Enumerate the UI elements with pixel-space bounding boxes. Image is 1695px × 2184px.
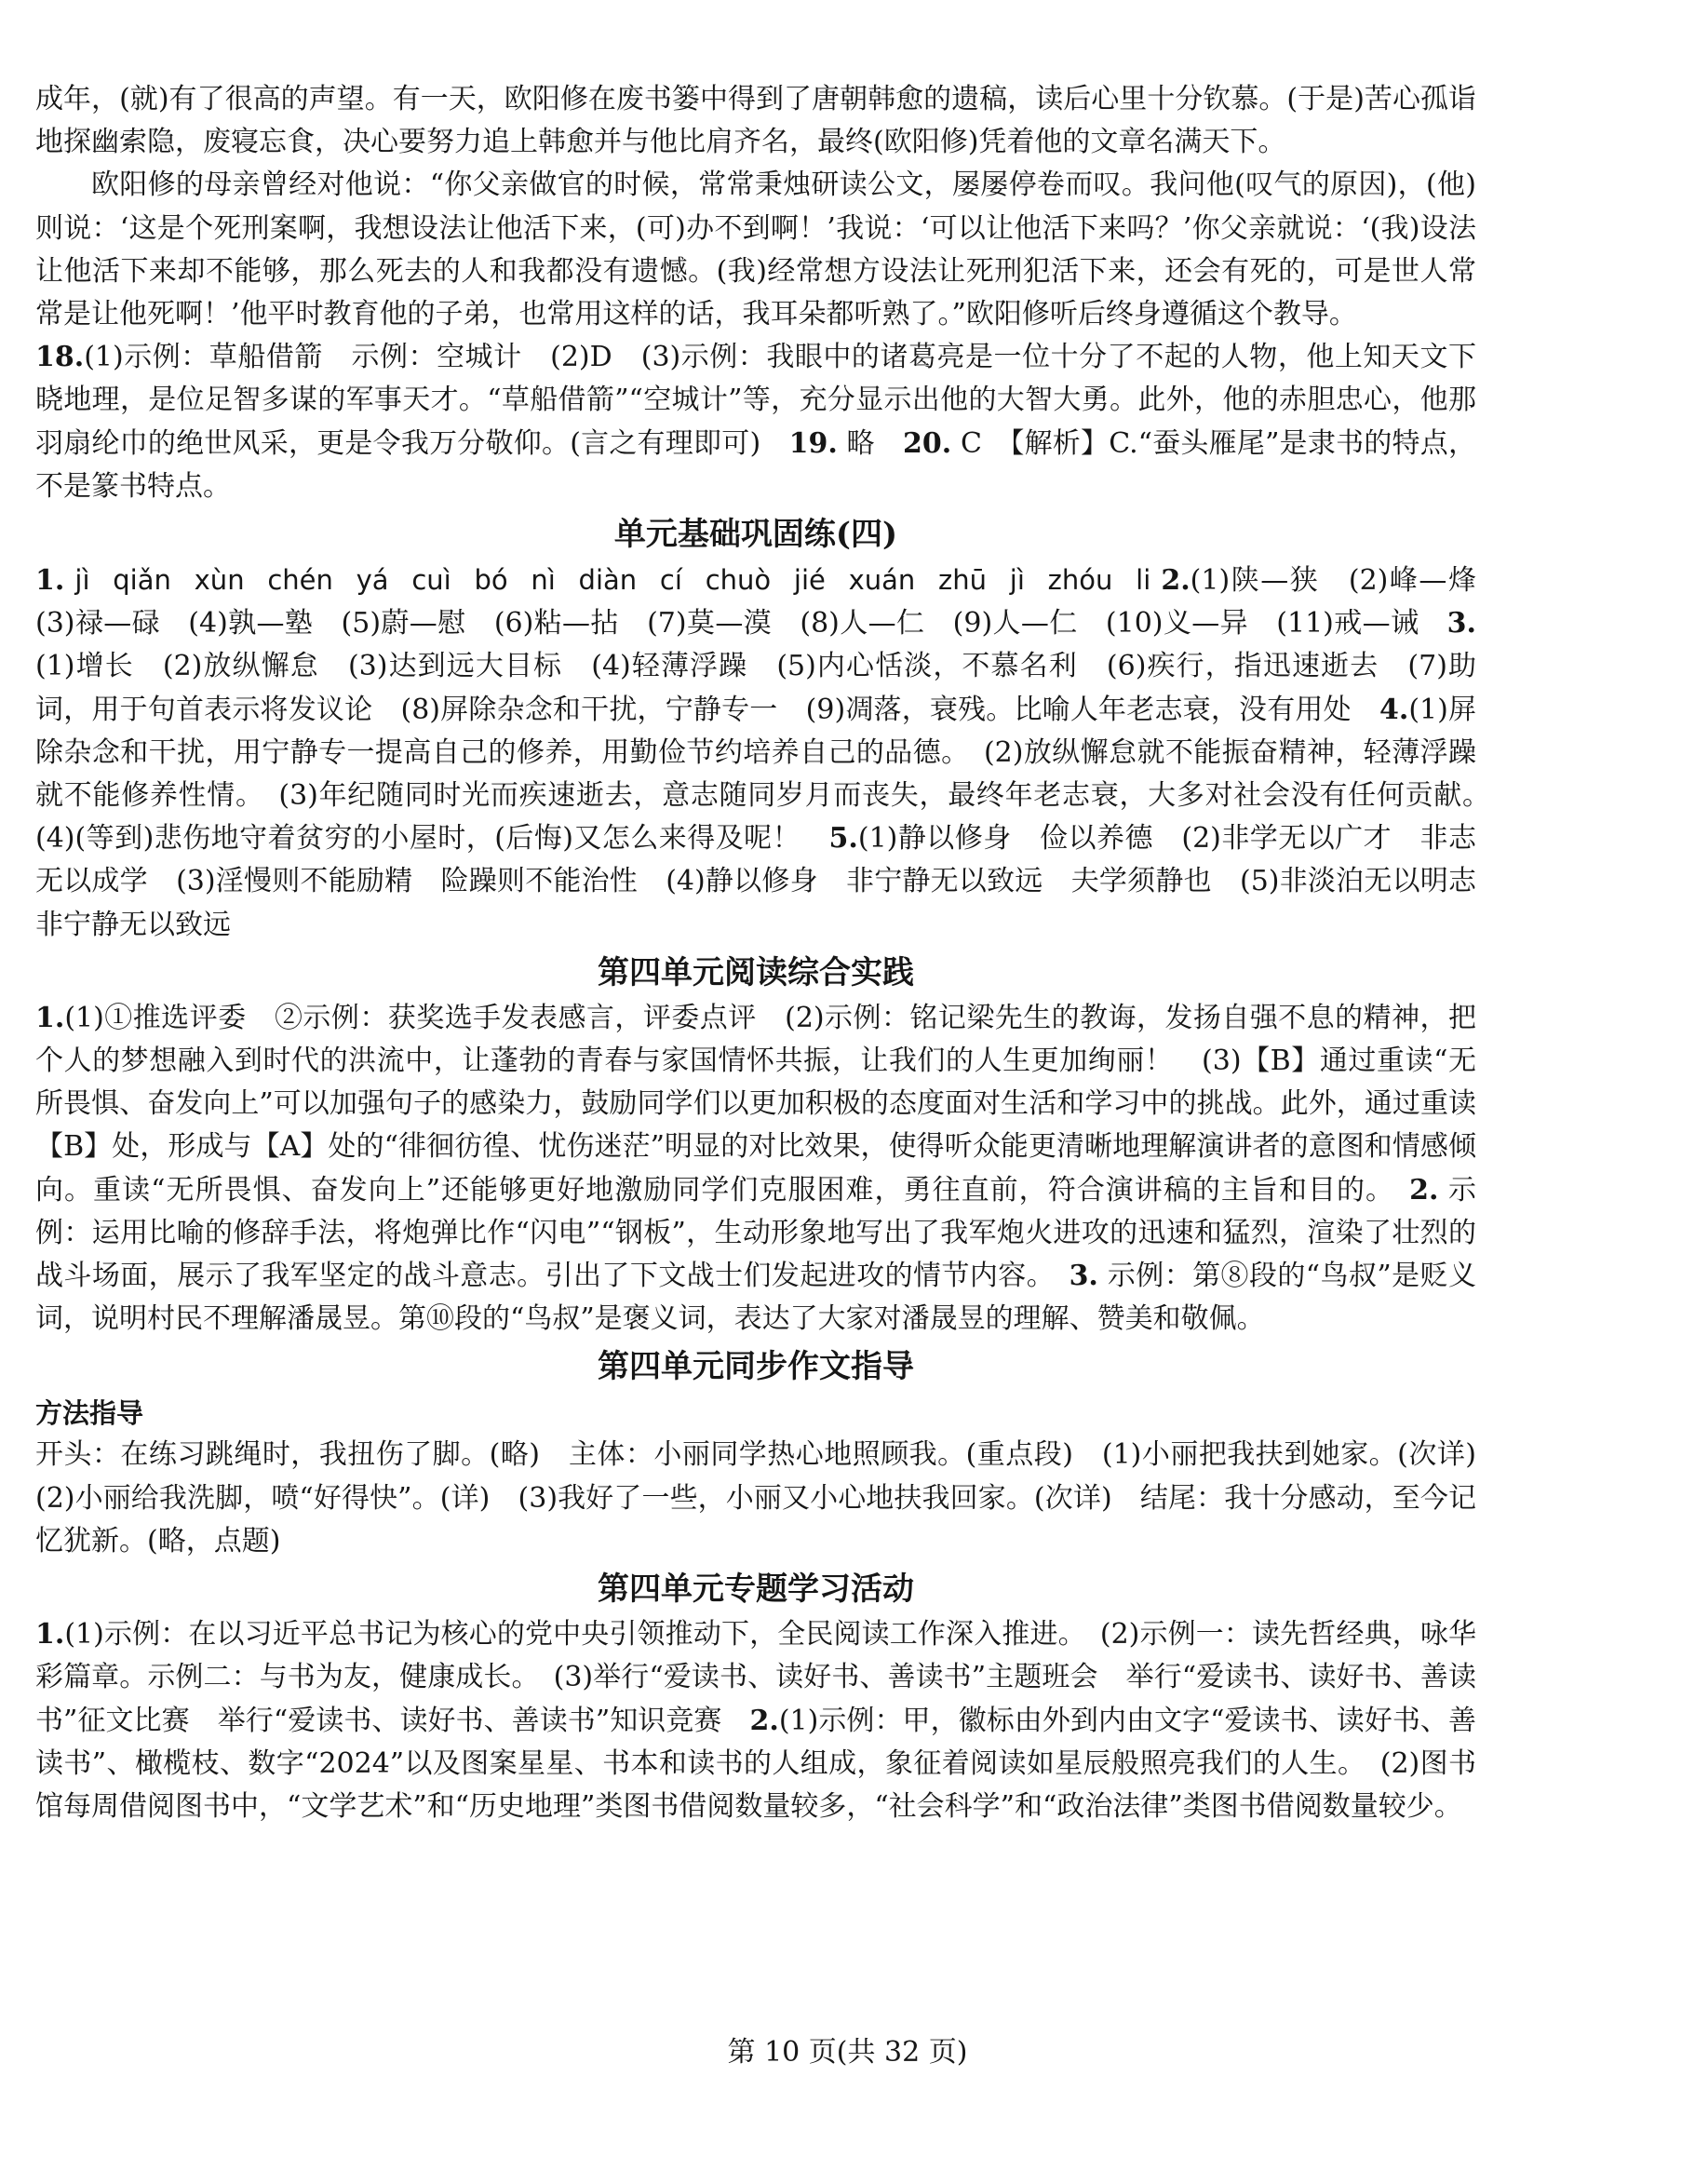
answer-text: 略	[837, 426, 903, 460]
section-title-writing-guide: 第四单元同步作文指导	[598, 1348, 914, 1386]
question-number: 18.	[35, 341, 85, 374]
page-number-footer: 第 10 页(共 32 页)	[727, 2036, 968, 2069]
reading-practice-answers	[35, 997, 1476, 1341]
question-number: 1.	[35, 1001, 65, 1034]
answer-text: (1)示例：草船借箭 示例：空城计 (2)D (3)示例：我眼中的诸葛亮是一位十分了不起的人物，他上知天文下晓地理，是位足智多谋的军事天才。“草船借箭”“空城计”等，充分显示出他的大智大勇。此外，他的赤胆忠心，他那羽扇纶巾的绝世风采，更是令我万分敬仰。(言之有理即可)	[35, 341, 1476, 460]
intro-paragraph-1: 成年，(就)有了很高的声望。有一天，欧阳修在废书篓中得到了唐朝韩愈的遗稿，读后心里十分钦慕。(于是)苦心孤诣地探幽索隐，废寝忘食，决心要努力追上韩愈并与他比肩齐名，最终(欧阳修)凭着他的文章名满天下。	[35, 83, 1476, 159]
basic-practice-answers	[35, 559, 1504, 947]
section-title-reading-practice: 第四单元阅读综合实践	[598, 953, 914, 991]
answer-page	[35, 78, 1504, 1828]
question-number: 19.	[788, 426, 838, 460]
method-guide-heading: 方法指导	[35, 1397, 144, 1430]
question-number: 1.	[35, 1618, 65, 1651]
question-number: 1.	[35, 564, 65, 598]
answer-text: (1)①推选评委 ②示例：获奖选手发表感言，评委点评 (2)示例：铭记梁先生的教诲，发扬自强不息的精神，把个人的梦想融入到时代的洪流中，让蓬勃的青春与家国情怀共振，让我们的人生更加绚丽！ (3)【B】通过重读“无所畏惧、奋发向上”可以加强句子的感染力，鼓励同学们以更加积极的态度面对生活和学习中的挑战。此外，通过重读【B】处，形成与【A】处的“徘徊彷徨、忧伤迷茫”明显的对比效果，使得听众能更清晰地理解演讲者的意图和情感倾向。重读“无所畏惧、奋发向上”还能够更好地激励同学们克服困难，勇往直前，符合演讲稿的主旨和目的。	[35, 1001, 1476, 1207]
question-number: 3.	[1069, 1260, 1098, 1293]
question-number: 2.	[1161, 564, 1191, 598]
writing-guide-text: 开头：在练习跳绳时，我扭伤了脚。(略) 主体：小丽同学热心地照顾我。(重点段) (1)小丽把我扶到她家。(次详) (2)小丽给我洗脚，喷“好得快”。(详) (3)我好了一些，小丽又小心地扶我回家。(次详) 结尾：我十分感动，至今记忆犹新。(略，点题)	[35, 1438, 1504, 1557]
answer-text: (1)静以修身 俭以养德 (2)非学无以广才 非志无以成学 (3)淫慢则不能励精 险躁则不能治性 (4)静以修身 非宁静无以致远 夫学须静也 (5)非淡泊无以明志 非宁静无以致远	[35, 822, 1504, 941]
pinyin-answers: jì qiǎn xùn chén yá cuì bó nì diàn cí chuò jié xuán zhū jì zhóu li	[74, 564, 1151, 597]
question-number: 3.	[1446, 607, 1476, 640]
question-number: 4.	[1379, 693, 1409, 726]
answer-text: (1)陕—狭 (2)峰—烽 (3)禄—碌 (4)孰—塾 (5)蔚—慰 (6)粘—拈 (7)莫—漠 (8)人—仁 (9)人—仁 (10)义—异 (11)戒—诫	[35, 564, 1504, 640]
answer-text: (1)示例：在以习近平总书记为核心的党中央引领推动下，全民阅读工作深入推进。 (2)示例一：读先哲经典，咏华彩篇章。示例二：与书为友，健康成长。 (3)举行“爱读书、读好书、善读书”主题班会 举行“爱读书、读好书、善读书”征文比赛 举行“爱读书、读好书、善读书”知识竞赛	[35, 1618, 1476, 1737]
answer-text: (1)屏除杂念和干扰，用宁静专一提高自己的修养，用勤俭节约培养自己的品德。 (2)放纵懈怠就不能振奋精神，轻薄浮躁就不能修养性情。 (3)年纪随同时光而疾速逝去，意志随同岁月而丧失，最终年老志衰，大多对社会没有任何贡献。 (4)(等到)悲伤地守着贫穷的小屋时，(后悔)又怎么来得及呢！	[35, 693, 1504, 856]
question-number: 5.	[828, 822, 858, 856]
learning-activity-answers	[35, 1613, 1476, 1828]
question-number: 2.	[749, 1704, 779, 1737]
answer-text: (1)示例：甲，徽标由外到内由文字“爱读书、读好书、善读书”、橄榄枝、数字“2024”以及图案星星、书本和读书的人组成，象征着阅读如星辰般照亮我们的人生。 (2)图书馆每周借阅图书中，“文学艺术”和“历史地理”类图书借阅数量较多，“社会科学”和“政治法律”类图书借阅数量较少。	[35, 1704, 1476, 1823]
question-number: 2.	[1409, 1173, 1439, 1207]
answer-text: C 【解析】C.“蚕头雁尾”是隶书的特点，不是篆书特点。	[35, 426, 1476, 503]
answer-text: (1)增长 (2)放纵懈怠 (3)达到远大目标 (4)轻薄浮躁 (5)内心恬淡，不慕名利 (6)疾行，指迅速逝去 (7)助词，用于句首表示将发议论 (8)屏除杂念和干扰，宁静专一 (9)凋落，衰残。比喻人年老志衰，没有用处	[35, 650, 1476, 726]
answer-text: 示例：第⑧段的“鸟叔”是贬义词，说明村民不理解潘晟昱。第⑩段的“鸟叔”是褒义词，表达了大家对潘晟昱的理解、赞美和敬佩。	[35, 1260, 1476, 1336]
section-title-basic-practice: 单元基础巩固练(四)	[613, 516, 898, 554]
intro-paragraph-2: 欧阳修的母亲曾经对他说：“你父亲做官的时候，常常秉烛研读公文，屡屡停卷而叹。我问他(叹气的原因)，(他)则说：‘这是个死刑案啊，我想设法让他活下来，(可)办不到啊！’我说：‘可以让他活下来吗？’你父亲就说：‘(我)设法让他活下来却不能够，那么死去的人和我都没有遗憾。(我)经常想方设法让死刑犯活下来，还会有死的，可是世人常常是让他死啊！’他平时教育他的子弟，也常用这样的话，我耳朵都听熟了。”欧阳修听后终身遵循这个教导。	[35, 169, 1476, 331]
answer-text: 示例：运用比喻的修辞手法，将炮弹比作“闪电”“钢板”，生动形象地写出了我军炮火进攻的迅速和猛烈，渲染了壮烈的战斗场面，展示了我军坚定的战斗意志。引出了下文战士们发起进攻的情节内容。	[35, 1173, 1476, 1293]
answer-18-20	[35, 336, 1476, 508]
section-title-learning-activity: 第四单元专题学习活动	[598, 1571, 914, 1609]
question-number: 20.	[903, 426, 952, 460]
